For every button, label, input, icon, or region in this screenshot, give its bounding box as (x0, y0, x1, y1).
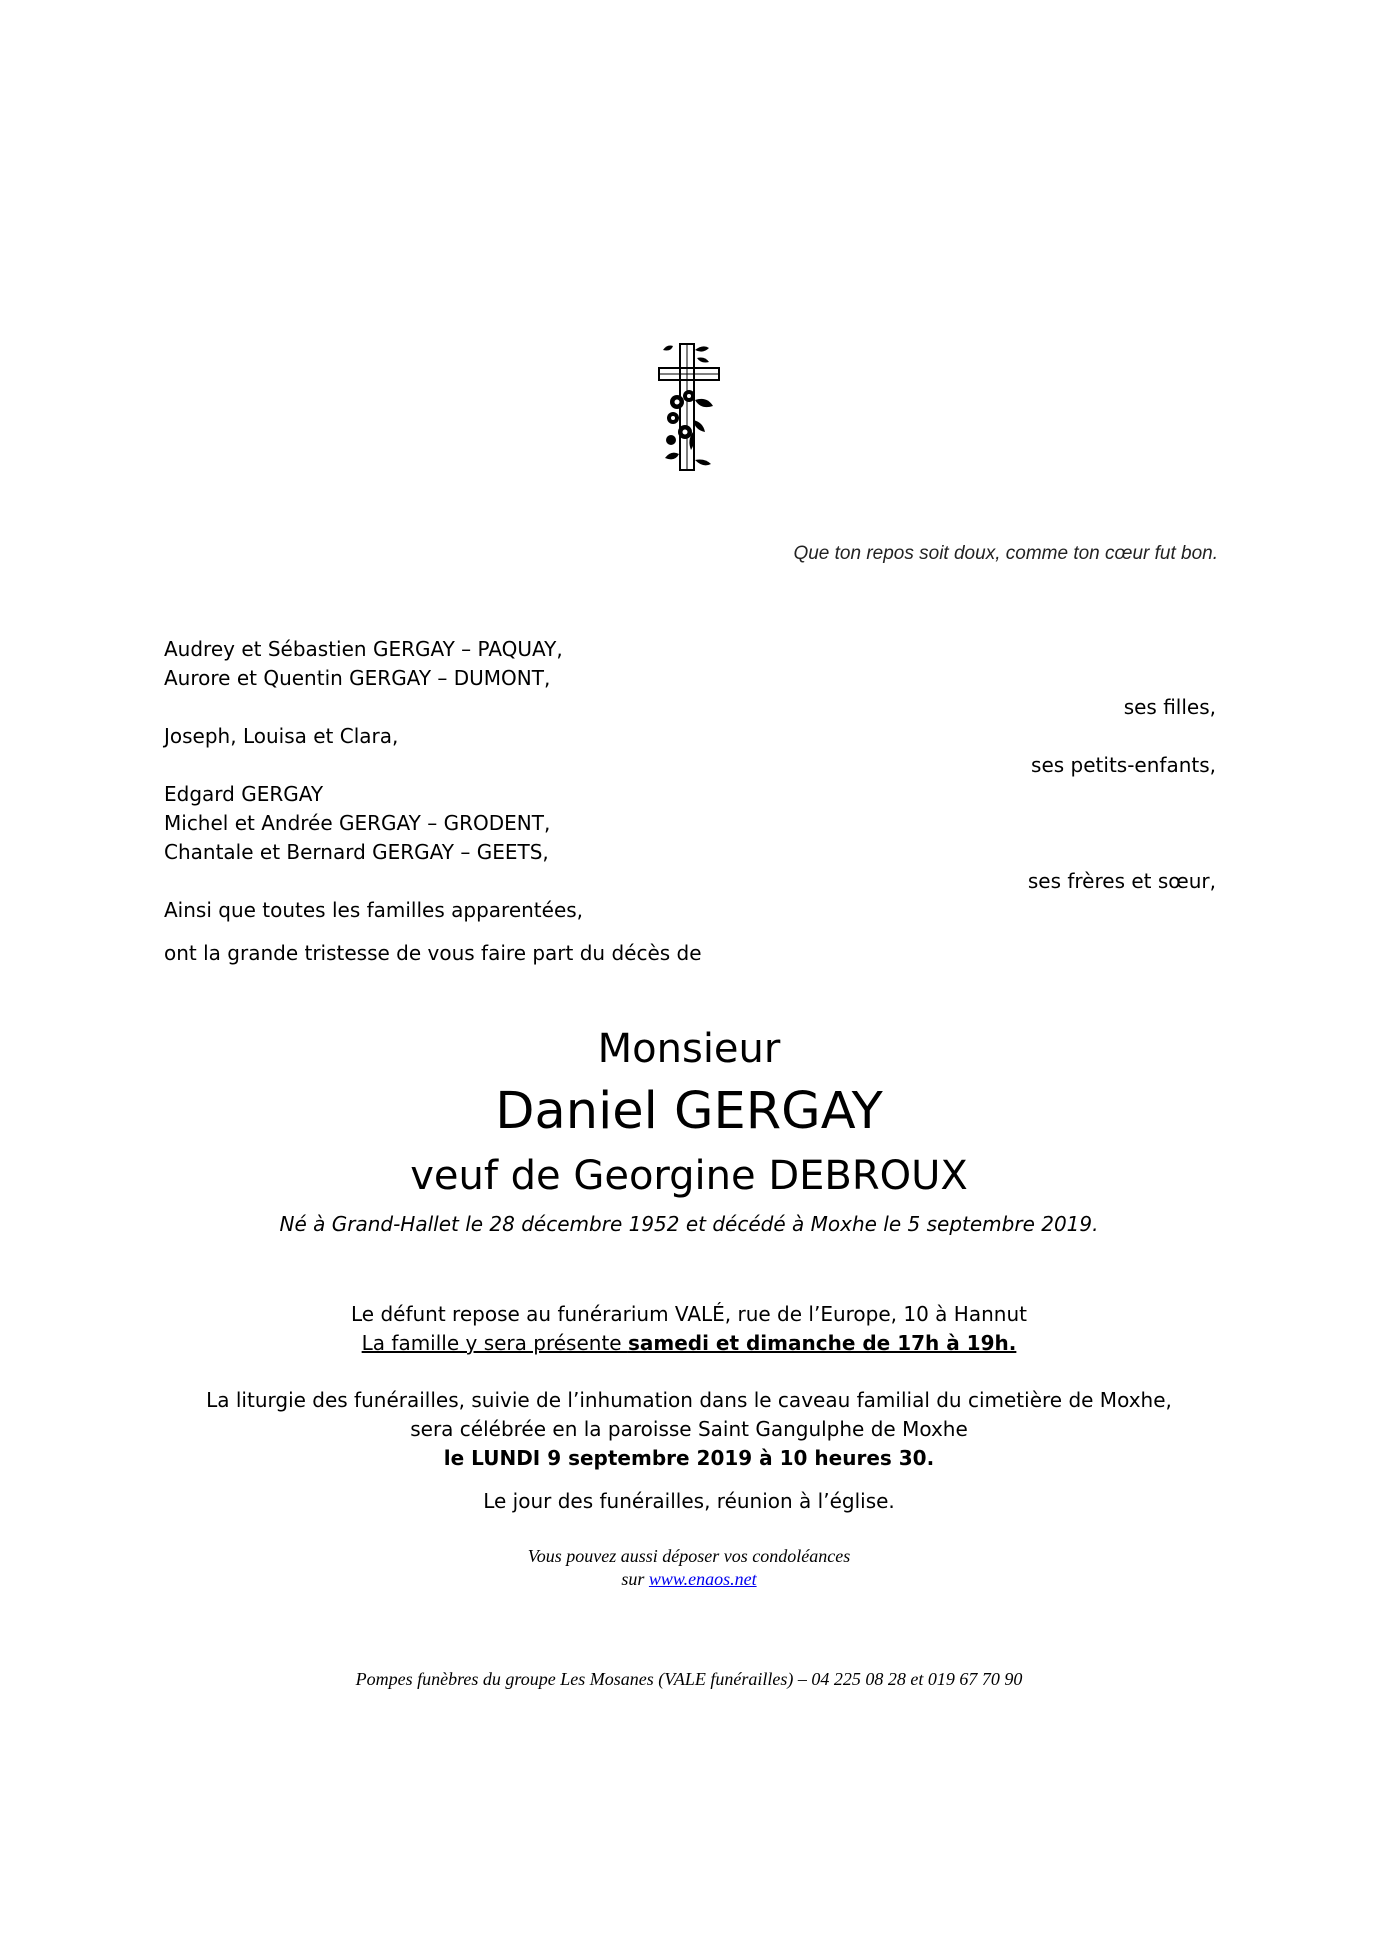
daughter-2: Aurore et Quentin GERGAY – DUMONT, (164, 666, 551, 690)
visitation-prefix: La famille y sera présente (361, 1331, 628, 1355)
funeral-home-footer: Pompes funèbres du groupe Les Mosanes (VALE funérailles) – 04 225 08 28 et 019 67 70 90 (355, 1669, 1023, 1689)
epitaph-quote: Que ton repos soit doux, comme ton cœur fut bon. (793, 543, 1218, 564)
liturgy-line-1: La liturgie des funérailles, suivie de l’inhumation dans le caveau familial du cimetière de Moxhe, (206, 1388, 1172, 1412)
deceased-name: Daniel GERGAY (495, 1082, 883, 1141)
condolences-prefix: sur (621, 1569, 649, 1589)
honorific: Monsieur (597, 1026, 781, 1072)
birth-death-dates: Né à Grand-Hallet le 28 décembre 1952 et décédé à Moxhe le 5 septembre 2019. (279, 1212, 1099, 1236)
related-families: Ainsi que toutes les familles apparentées, (164, 898, 584, 922)
visitation-hours (0, 1331, 1378, 1355)
daughters-relation: ses filles, (1123, 695, 1216, 719)
sibling-1: Edgard GERGAY (164, 782, 324, 806)
liturgy-line-2: sera célébrée en la paroisse Saint Gangulphe de Moxhe (410, 1417, 968, 1441)
grandchildren-relation: ses petits-enfants, (1031, 753, 1216, 777)
visitation-days: samedi et dimanche de 17h à 19h. (627, 1331, 1017, 1355)
announcement: ont la grande tristesse de vous faire part du décès de (164, 941, 702, 965)
funerarium-location: Le défunt repose au funérarium VALÉ, rue de l’Europe, 10 à Hannut (351, 1302, 1027, 1326)
enaos-link[interactable]: www.enaos.net (648, 1569, 757, 1589)
cross-with-roses-icon (655, 340, 723, 476)
condolences-line-2 (0, 1569, 1378, 1590)
sibling-3: Chantale et Bernard GERGAY – GEETS, (164, 840, 549, 864)
funeral-date: le LUNDI 9 septembre 2019 à 10 heures 30. (443, 1446, 935, 1470)
sibling-2: Michel et Andrée GERGAY – GRODENT, (164, 811, 551, 835)
grandchildren: Joseph, Louisa et Clara, (164, 724, 399, 748)
daughter-1: Audrey et Sébastien GERGAY – PAQUAY, (164, 637, 563, 661)
meeting-note: Le jour des funérailles, réunion à l’église. (483, 1489, 895, 1513)
spouse-line: veuf de Georgine DEBROUX (410, 1153, 968, 1199)
condolences-line-1: Vous pouvez aussi déposer vos condoléances (527, 1546, 851, 1566)
siblings-relation: ses frères et sœur, (1027, 869, 1216, 893)
